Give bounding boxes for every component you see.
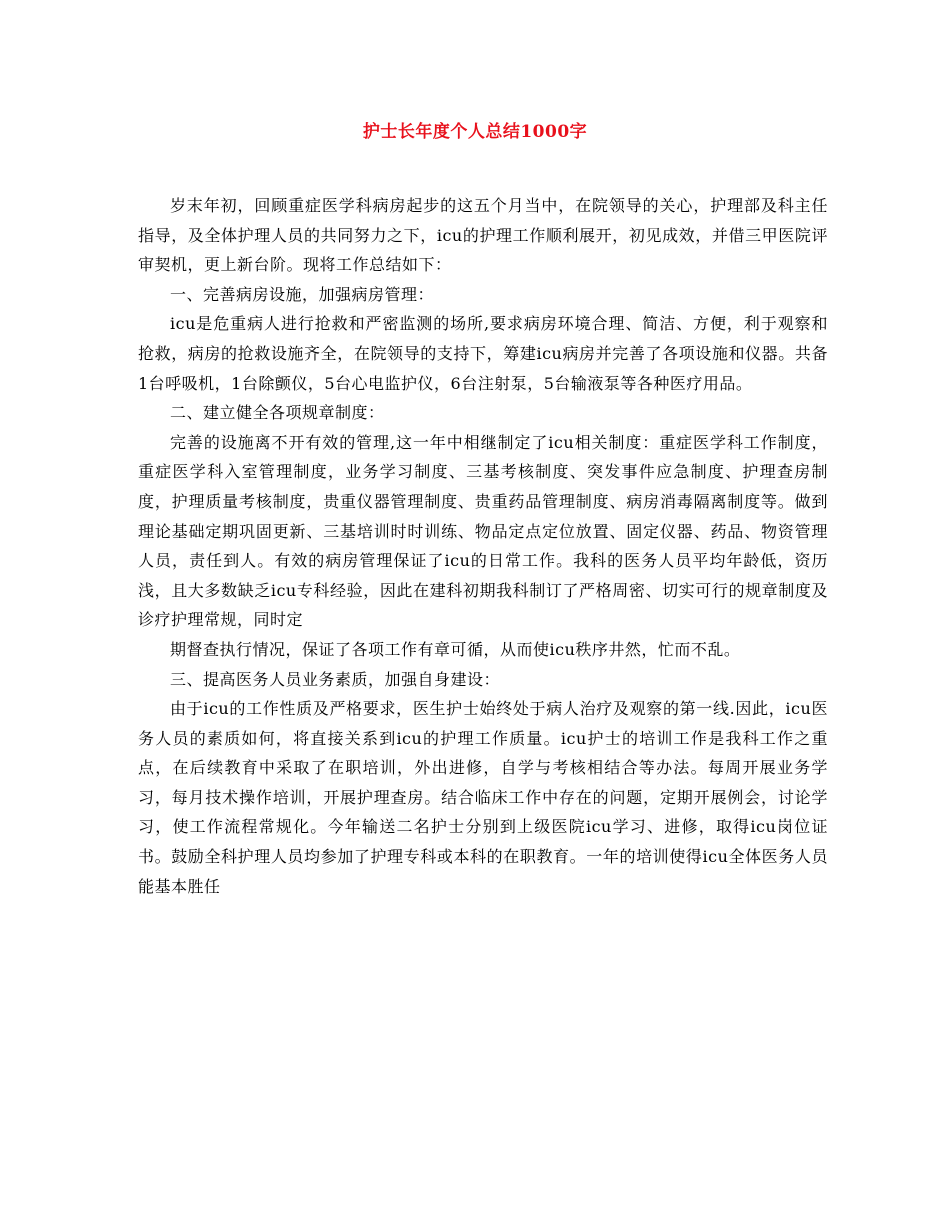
section-heading-1: 一、完善病房设施，加强病房管理： [170, 284, 435, 304]
section-2-paragraph: 完善的设施离不开有效的管理,这一年中相继制定了icu相关制度：重症医学科工作制度，重症医学科入室管理制度，业务学习制度、三基考核制度、突发事件应急制度、护理查房制度，护理质量考核制度，贵重仪器管理制度、贵重药品管理制度、病房消毒隔离制度等。做到理论基础定期巩固更新、三基培训时时训练、物品定点定位放置、固定仪器、药品、物资管理人员，责任到人。有效的病房管理保证了icu的日常工作。我科的医务人员平均年龄低，资历浅，且大多数缺乏icu专科经验，因此在建科初期我科制订了严格周密、切实可行的规章制度及诊疗护理常规，同时定 [138, 432, 828, 630]
document-body [138, 191, 828, 901]
section-1-paragraph: icu是危重病人进行抢救和严密监测的场所,要求病房环境合理、简洁、方便，利于观察和抢救，病房的抢救设施齐全，在院领导的支持下，筹建icu病房并完善了各项设施和仪器。共备1台呼吸机，1台除颤仪，5台心电监护仪，6台注射泵，5台输液泵等各种医疗用品。 [138, 314, 828, 393]
section-2-continuation: 期督查执行情况，保证了各项工作有章可循，从而使icu秩序井然，忙而不乱。 [170, 639, 741, 659]
section-heading-2: 二、建立健全各项规章制度： [170, 403, 385, 423]
intro-paragraph: 岁末年初，回顾重症医学科病房起步的这五个月当中，在院领导的关心，护理部及科主任指导，及全体护理人员的共同努力之下，icu的护理工作顺利展开，初见成效，并借三甲医院评审契机，更上新台阶。现将工作总结如下： [138, 196, 828, 275]
section-3-paragraph: 由于icu的工作性质及严格要求，医生护士始终处于病人治疗及观察的第一线.因此，icu医务人员的素质如何，将直接关系到icu的护理工作质量。icu护士的培训工作是我科工作之重点，在后续教育中采取了在职培训，外出进修，自学与考核相结合等办法。每周开展业务学习，每月技术操作培训，开展护理查房。结合临床工作中存在的问题，定期开展例会，讨论学习，使工作流程常规化。今年输送二名护士分别到上级医院icu学习、进修，取得icu岗位证书。鼓励全科护理人员均参加了护理专科或本科的在职教育。一年的培训使得icu全体医务人员能基本胜任 [138, 699, 828, 896]
document-title: 护士长年度个人总结1000字 [362, 122, 588, 142]
section-heading-3: 三、提高医务人员业务素质，加强自身建设： [170, 669, 501, 689]
